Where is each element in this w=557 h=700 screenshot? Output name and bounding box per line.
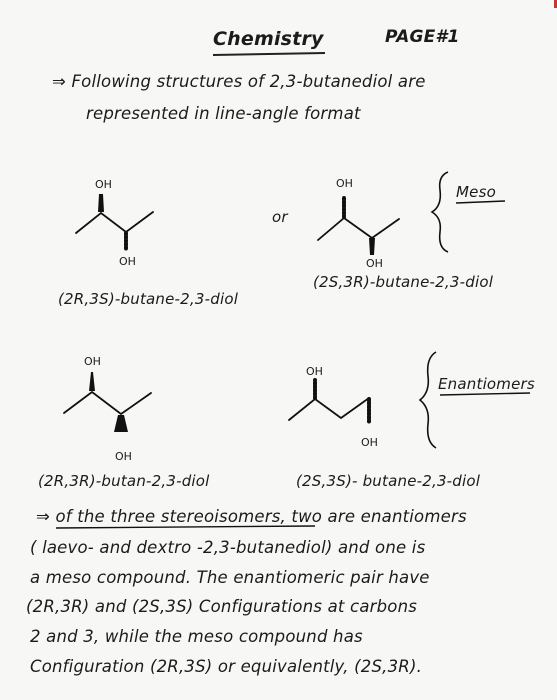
conclusion-underlined: ⇒ of the three stereoisomers, — [36, 507, 286, 526]
conclusion-line-3: a meso compound. The enantiomeric pair have — [30, 568, 430, 587]
structure-2s3s — [289, 380, 369, 423]
r1l-oh-bottom: OH — [119, 255, 136, 268]
enantiomers-bracket — [420, 352, 436, 448]
r1l-name: (2R,3S)-butane-2,3-diol — [58, 290, 239, 308]
conclusion-line-5: 2 and 3, while the meso compound has — [30, 627, 363, 646]
meso-label: Meso — [456, 183, 496, 201]
r1r-oh-top: OH — [336, 177, 353, 190]
r1r-name: (2S,3R)-butane-2,3-diol — [313, 273, 494, 291]
conclusion-line-1 — [36, 507, 467, 526]
r2r-name: (2S,3S)- butane-2,3-diol — [296, 472, 481, 490]
or-text: or — [272, 208, 288, 226]
r2l-oh-bottom: OH — [115, 450, 132, 463]
structure-2r3r — [64, 372, 151, 432]
conclusion-line-1-rest: two are enantiomers — [285, 507, 467, 526]
intro-line-1: ⇒ Following structures of 2,3-butanediol are — [52, 72, 426, 91]
conclusion-line-2: ( laevo- and dextro -2,3-butanediol) and one is — [30, 538, 426, 557]
r2r-oh-top: OH — [306, 365, 323, 378]
page-title: Chemistry — [213, 28, 324, 50]
r2l-name: (2R,3R)-butan-2,3-diol — [38, 472, 210, 490]
structure-2r3s — [76, 194, 153, 249]
r1r-oh-bottom: OH — [366, 257, 383, 270]
meso-bracket — [432, 172, 448, 252]
r2r-oh-bottom: OH — [361, 436, 378, 449]
page-number: PAGE#1 — [385, 27, 460, 47]
conclusion-line-6: Configuration (2R,3S) or equivalently, (2S,3R). — [30, 657, 423, 676]
r2l-oh-top: OH — [84, 355, 101, 368]
conclusion-line-4: (2R,3R) and (2S,3S) Configurations at carbons — [26, 597, 418, 616]
r1l-oh-top: OH — [95, 178, 112, 191]
intro-line-2: represented in line-angle format — [86, 104, 361, 123]
enantiomers-label: Enantiomers — [438, 375, 535, 393]
structure-2s3r — [318, 196, 399, 255]
